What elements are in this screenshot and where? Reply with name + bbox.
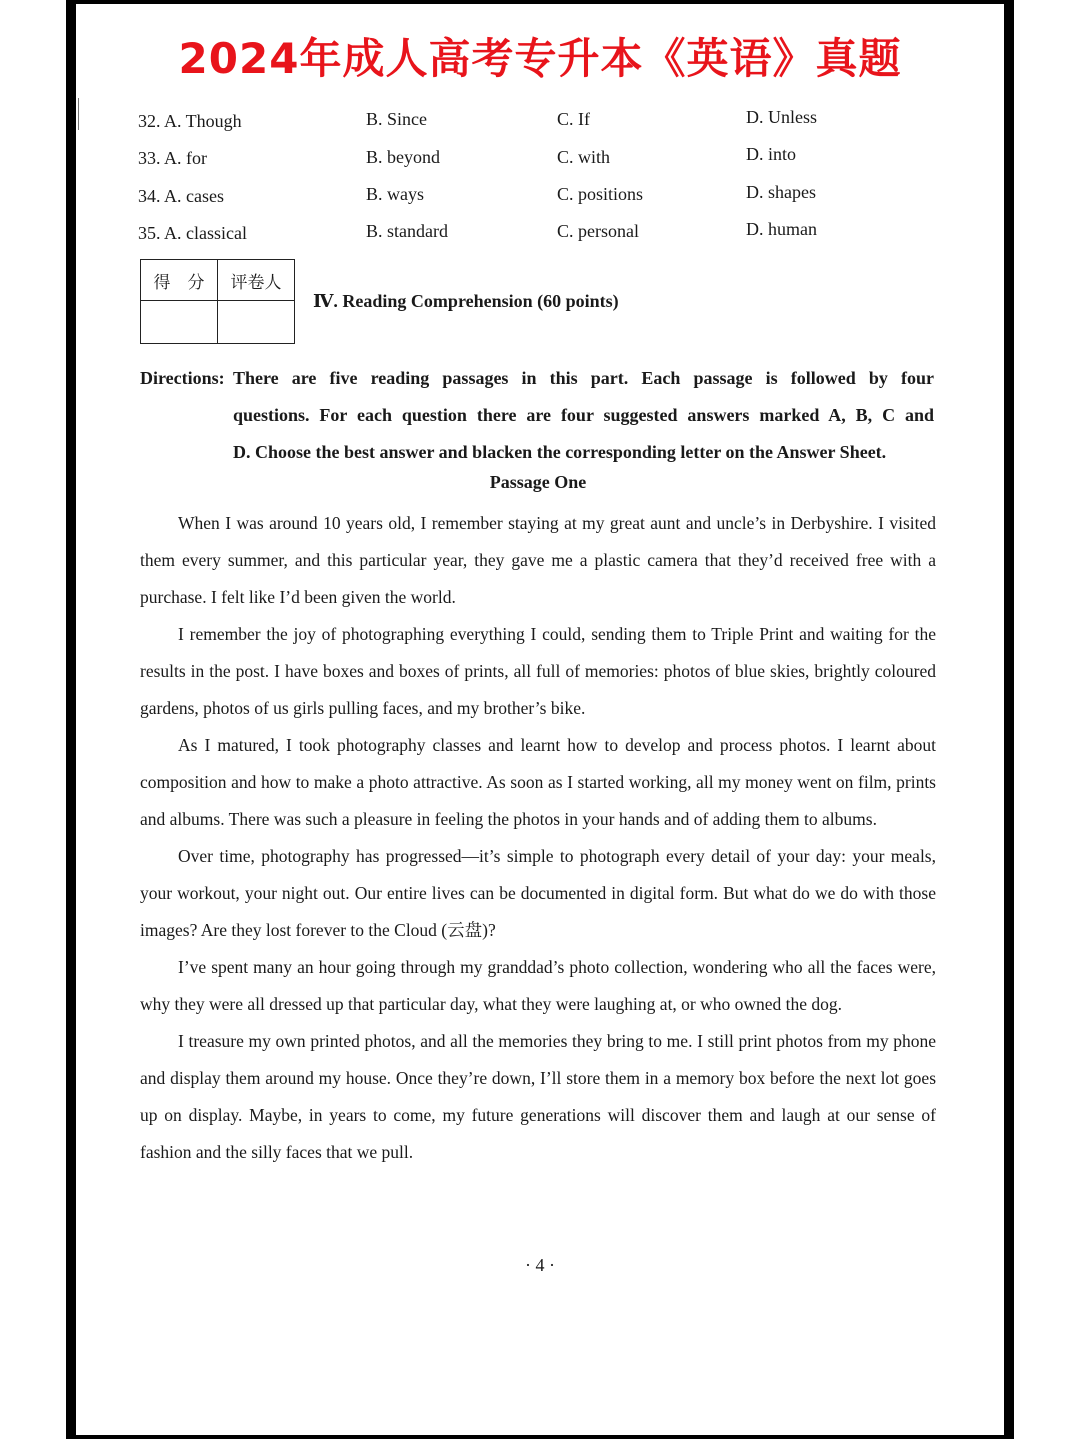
page-frame-right <box>1004 0 1014 1439</box>
directions <box>140 360 934 471</box>
option-b: B. ways <box>366 184 424 204</box>
paragraph: When I was around 10 years old, I remember staying at my great aunt and uncle’s in Derbyshire. I visited them every summer, and this particular year, they gave me a plastic camera that they’d received free with a purchase. I felt like I’d been given the world. <box>140 513 936 607</box>
score-cell <box>141 301 218 344</box>
paragraph: Over time, photography has progressed—it’s simple to photograph every detail of your day: your meals, your workout, your night out. Our entire lives can be documented in digital form. But what do we do with those images? Are they lost forever to the Cloud (云盘)? <box>140 846 936 940</box>
option-b: B. Since <box>366 109 427 129</box>
option-a: 33. A. for <box>138 148 207 168</box>
option-d: D. shapes <box>746 182 816 202</box>
option-d: D. Unless <box>746 107 817 127</box>
grader-cell <box>218 301 295 344</box>
option-a: 32. A. Though <box>138 111 242 131</box>
directions-line: D. Choose the best answer and blacken the corresponding letter on the Answer Sheet. <box>233 442 887 462</box>
passage-title: Passage One <box>489 472 587 492</box>
directions-body <box>233 360 934 471</box>
page-number: · 4 · <box>525 1255 555 1275</box>
directions-label: Directions: <box>140 368 225 388</box>
directions-line: There are five reading passages in this part. Each passage is followed by four <box>233 368 934 388</box>
option-a: 34. A. cases <box>138 186 224 206</box>
score-table <box>140 259 295 344</box>
section-heading: Ⅳ. Reading Comprehension (60 points) <box>313 291 619 311</box>
page-frame-top <box>66 0 1014 4</box>
option-a: 35. A. classical <box>138 223 247 243</box>
paragraph: As I matured, I took photography classes and learnt how to develop and process photos. I learnt about composition and how to make a photo attractive. As soon as I started working, all my money went on film, prints and albums. There was such a pleasure in feeling the photos in your hands and of adding them to albums. <box>140 735 936 829</box>
option-b: B. beyond <box>366 147 440 167</box>
margin-mark <box>78 98 79 130</box>
option-c: C. with <box>557 147 611 167</box>
page-frame-left <box>66 0 76 1439</box>
option-b: B. standard <box>366 221 448 241</box>
paragraph: I’ve spent many an hour going through my granddad’s photo collection, wondering who all the faces were, why they were all dressed up that particular day, what they were laughing at, or who owned the dog. <box>140 957 936 1014</box>
passage-body <box>140 505 936 1171</box>
directions-line: questions. For each question there are four suggested answers marked A, B, C and <box>233 405 934 425</box>
grader-header: 评卷人 <box>218 260 295 301</box>
paragraph: I treasure my own printed photos, and all the memories they bring to me. I still print photos from my phone and display them around my house. Once they’re down, I’ll store them in a memory box before the next lot goes up on display. Maybe, in years to come, my future generations will discover them and laugh at our sense of fashion and the silly faces that we pull. <box>140 1031 936 1162</box>
option-d: D. human <box>746 219 817 239</box>
option-c: C. personal <box>557 221 639 241</box>
option-c: C. positions <box>557 184 644 204</box>
page-title: 2024年成人高考专升本《英语》真题 <box>178 34 902 83</box>
option-c: C. If <box>557 109 590 129</box>
paragraph: I remember the joy of photographing everything I could, sending them to Triple Print and waiting for the results in the post. I have boxes and boxes of prints, all full of memories: photos of blue skies, brightly coloured gardens, photos of us girls pulling faces, and my brother’s bike. <box>140 624 936 718</box>
score-header: 得 分 <box>141 260 218 301</box>
option-d: D. into <box>746 144 797 164</box>
page-frame-bottom <box>66 1435 1014 1439</box>
